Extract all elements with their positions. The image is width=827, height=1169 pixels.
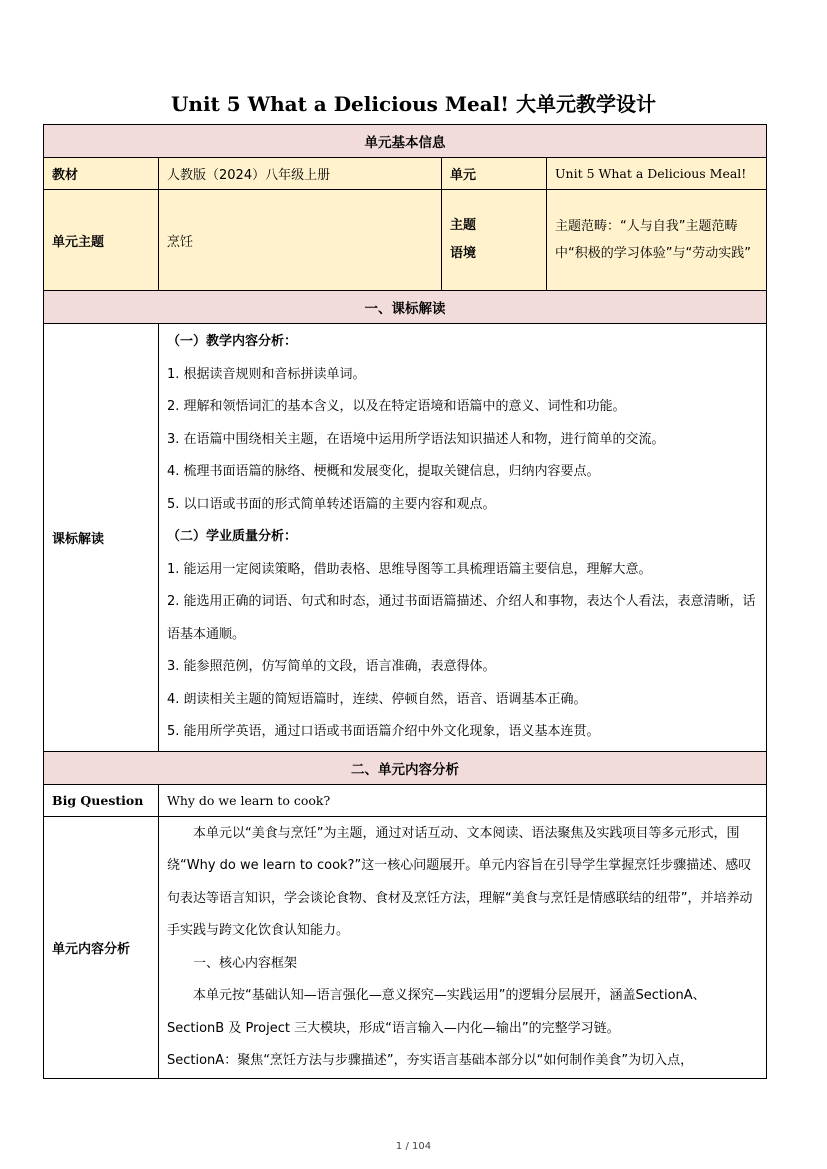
curriculum-item2-5: 5. 能用所学英语，通过口语或书面语篇介绍中外文化现象，语义基本连贯。 <box>167 724 600 739</box>
document-title: Unit 5 What a Delicious Meal! 大单元教学设计 <box>170 92 657 116</box>
theme-context-label <box>442 190 547 291</box>
curriculum-item2-1: 1. 能运用一定阅读策略，借助表格、思维导图等工具梳理语篇主要信息，理解大意。 <box>167 561 652 577</box>
theme-context-label-line1: 主题 <box>450 218 477 233</box>
content-paragraph-1: 本单元以“美食与烹饪”为主题，通过对话互动、文本阅读、语法聚焦及实践项目等多元形式，围绕“Why do we learn to cook?”这一核心问题展开。单元内容旨在引导学生掌握烹饪步骤描述、感叹句表达等语言知识，学会谈论食物、食材及烹饪方法，理解“美食与烹饪是情感联结的纽带”，并培养动手实践与跨文化饮食认知能力。 <box>167 825 753 938</box>
theme-context-label-line2: 语境 <box>450 246 477 261</box>
content-analysis-body <box>159 816 767 1078</box>
content-paragraph-4: SectionA：聚焦“烹饪方法与步骤描述”，夯实语言基础本部分以“如何制作美食”为切入点， <box>167 1053 694 1068</box>
curriculum-item1-1: 1. 根据读音规则和音标拼读单词。 <box>167 366 366 382</box>
curriculum-item2-4: 4. 朗读相关主题的简短语篇时，连续、停顿自然，语音、语调基本正确。 <box>167 691 587 707</box>
curriculum-label: 课标解读 <box>44 324 159 752</box>
curriculum-item2-3: 3. 能参照范例，仿写简单的文段，语言准确，表意得体。 <box>167 659 496 674</box>
curriculum-item1-2: 2. 理解和领悟词汇的基本含义，以及在特定语境和语篇中的意义、词性和功能。 <box>167 399 626 414</box>
unit-design-table <box>43 124 767 1079</box>
theme-context-value: 主题范畴：“人与自我”主题范畴中“积极的学习体验”与“劳动实践” <box>547 190 767 291</box>
curriculum-header: 一、课标解读 <box>44 291 767 324</box>
content-paragraph-3: 本单元按“基础认知—语言强化—意义探究—实践运用”的逻辑分层展开，涵盖SectionA、SectionB 及 Project 三大模块，形成“语言输入—内化—输出”的完整学习链。 <box>167 988 706 1036</box>
curriculum-content <box>159 324 767 752</box>
textbook-label: 教材 <box>44 158 159 190</box>
content-paragraph-2: 一、核心内容框架 <box>193 955 298 971</box>
content-analysis-label: 单元内容分析 <box>44 816 159 1078</box>
content-analysis-header: 二、单元内容分析 <box>44 751 767 784</box>
curriculum-item1-5: 5. 以口语或书面的形式简单转述语篇的主要内容和观点。 <box>167 496 496 512</box>
curriculum-sub2: （二）学业质量分析： <box>167 529 298 544</box>
textbook-value: 人教版（2024）八年级上册 <box>159 158 442 190</box>
page-number: 1 / 104 <box>395 1141 432 1152</box>
curriculum-item1-4: 4. 梳理书面语篇的脉络、梗概和发展变化，提取关键信息，归纳内容要点。 <box>167 464 600 479</box>
unit-theme-label: 单元主题 <box>44 190 159 291</box>
curriculum-sub1: （一）教学内容分析： <box>167 334 298 349</box>
big-question-label: Big Question <box>44 784 159 816</box>
curriculum-item2-2: 2. 能选用正确的词语、句式和时态，通过书面语篇描述、介绍人和事物，表达个人看法，表意清晰，话语基本通顺。 <box>167 594 756 642</box>
curriculum-item1-3: 3. 在语篇中围绕相关主题，在语境中运用所学语法知识描述人和物，进行简单的交流。 <box>167 431 665 447</box>
unit-value: Unit 5 What a Delicious Meal! <box>547 158 767 190</box>
unit-label: 单元 <box>442 158 547 190</box>
big-question-value: Why do we learn to cook? <box>159 784 767 816</box>
basic-info-header: 单元基本信息 <box>44 125 767 158</box>
unit-theme-value: 烹饪 <box>159 190 442 291</box>
